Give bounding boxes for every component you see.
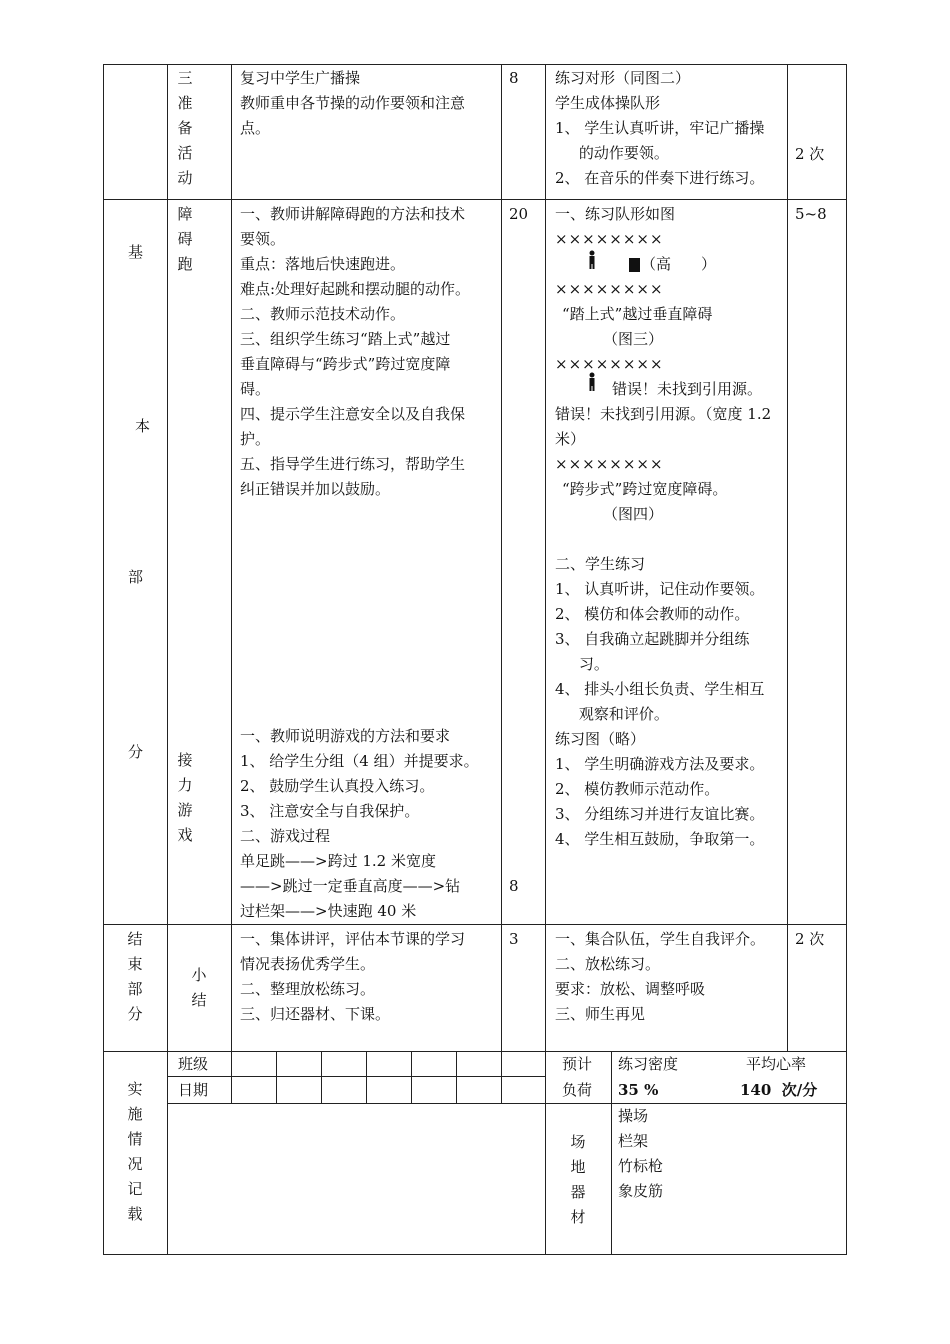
student-practice-line: 1、 学生明确游戏方法及要求。: [555, 755, 765, 773]
equipment-item: 栏架: [618, 1132, 649, 1150]
end-student-line: 二、放松练习。: [555, 955, 661, 973]
end-part-title: 结束部分: [127, 930, 143, 1023]
game-teacher-line: 2、 鼓励学生认真投入练习。: [240, 777, 435, 795]
rule: [231, 1051, 232, 1104]
student-practice-line: 观察和评价。: [555, 705, 669, 723]
person-icon: [587, 250, 597, 270]
main-teacher-line: 护。: [240, 430, 271, 448]
rule: [456, 1051, 457, 1104]
main-teacher-line: 垂直障碍与“跨步式”跨过宽度障: [240, 355, 451, 373]
figure-caption: “踏上式”越过垂直障碍: [562, 305, 713, 323]
student-practice-line: 习。: [555, 655, 609, 673]
student-practice-line: 二、学生练习: [555, 555, 646, 573]
end-teacher-line: 情况表扬优秀学生。: [240, 955, 376, 973]
prep-reps: 2 次: [795, 145, 825, 163]
game-teacher-line: 过栏架——>快速跑 40 米: [240, 902, 417, 920]
student-practice-line: 3、 自我确立起跳脚并分组练: [555, 630, 750, 648]
topic-relay-game: 接力游戏: [177, 751, 193, 844]
rule: [103, 64, 846, 65]
main-teacher-line: 重点：落地后快速跑进。: [240, 255, 406, 273]
main-time-game: 8: [509, 877, 519, 895]
figure-caption: “跨步式”跨过宽度障碍。: [562, 480, 728, 498]
hurdle-height-label: （高 ）: [641, 255, 717, 273]
rule: [103, 1051, 846, 1052]
game-teacher-line: 单足跳——>跨过 1.2 米宽度: [240, 852, 436, 870]
density-value: 35 %: [618, 1081, 659, 1099]
equipment-item: 竹标枪: [618, 1157, 664, 1175]
hurdle-block-icon: [629, 258, 640, 272]
end-time: 3: [509, 930, 519, 948]
main-teacher-line: 五、指导学生进行练习，帮助学生: [240, 455, 466, 473]
prep-section-title: 三准备活动: [177, 69, 193, 187]
prep-student-line: 学生成体操队形: [555, 94, 661, 112]
reference-error: 错误！未找到引用源。（宽度 1.2: [555, 405, 772, 423]
impl-title: 实施情况记载: [127, 1080, 143, 1223]
rule: [411, 1051, 412, 1104]
topic-hurdle-run: 障碍跑: [177, 205, 193, 273]
main-teacher-line: 难点:处理好起跳和摆动腿的动作。: [240, 280, 471, 298]
main-teacher-line: 一、教师讲解障碍跑的方法和技术: [240, 205, 466, 223]
rule: [167, 1103, 846, 1104]
prep-student-line: 1、 学生认真听讲，牢记广播操: [555, 119, 765, 137]
main-teacher-line: 要领。: [240, 230, 286, 248]
load-label: 预计: [562, 1055, 593, 1073]
main-part-char: 本: [135, 417, 151, 435]
student-practice-line: 练习图（略）: [555, 730, 646, 748]
game-teacher-line: ——>跳过一定垂直高度——>钻: [240, 877, 461, 895]
rule: [103, 924, 846, 925]
drill-formation-title: 一、练习队形如图: [555, 205, 676, 223]
formation-row: ××××××××: [555, 230, 664, 248]
student-practice-line: 2、 模仿和体会教师的动作。: [555, 605, 750, 623]
equipment-item: 象皮筋: [618, 1182, 664, 1200]
main-time-hurdle: 20: [509, 205, 529, 223]
equipment-item: 操场: [618, 1107, 649, 1125]
load-label: 负荷: [562, 1081, 593, 1099]
date-label: 日期: [178, 1081, 209, 1099]
rule: [545, 64, 546, 1255]
student-practice-line: 1、 认真听讲，记住动作要领。: [555, 580, 765, 598]
width-unit: 米）: [555, 430, 586, 448]
person-icon: [587, 372, 597, 392]
prep-student-line: 的动作要领。: [555, 144, 669, 162]
formation-row: ××××××××: [555, 455, 664, 473]
rule: [167, 64, 168, 1255]
end-teacher-line: 三、归还器材、下课。: [240, 1005, 391, 1023]
rule: [231, 64, 232, 1052]
end-student-line: 三、师生再见: [555, 1005, 646, 1023]
rule: [501, 64, 502, 1104]
student-practice-line: 3、 分组练习并进行友谊比赛。: [555, 805, 765, 823]
game-teacher-line: 1、 给学生分组（4 组）并提要求。: [240, 752, 479, 770]
prep-teacher-line: 点。: [240, 119, 271, 137]
prep-time: 8: [509, 69, 519, 87]
rule: [321, 1051, 322, 1104]
main-part-char: 部: [128, 568, 144, 586]
rule: [276, 1051, 277, 1104]
rule: [103, 64, 104, 1255]
main-part-char: 基: [128, 243, 144, 261]
rule: [366, 1051, 367, 1104]
prep-student-line: 练习对形（同图二）: [555, 69, 691, 87]
main-teacher-line: 二、教师示范技术动作。: [240, 305, 406, 323]
end-teacher-line: 一、集体讲评，评估本节课的学习: [240, 930, 466, 948]
formation-row: ××××××××: [555, 355, 664, 373]
end-student-line: 一、集合队伍，学生自我评介。: [555, 930, 766, 948]
student-practice-line: 4、 学生相互鼓励，争取第一。: [555, 830, 765, 848]
game-teacher-line: 二、游戏过程: [240, 827, 331, 845]
figure-number: （图三）: [603, 330, 664, 348]
main-teacher-line: 碍。: [240, 380, 271, 398]
rule: [611, 1051, 612, 1255]
student-practice-line: 2、 模仿教师示范动作。: [555, 780, 720, 798]
prep-teacher-line: 复习中学生广播操: [240, 69, 361, 87]
figure-number: （图四）: [603, 505, 664, 523]
heart-rate-label: 平均心率: [746, 1055, 807, 1073]
rule: [846, 64, 847, 1255]
end-reps: 2 次: [795, 930, 825, 948]
game-teacher-line: 3、 注意安全与自我保护。: [240, 802, 420, 820]
main-teacher-line: 四、提示学生注意安全以及自我保: [240, 405, 466, 423]
rule: [167, 1076, 545, 1077]
density-label: 练习密度: [618, 1055, 679, 1073]
prep-teacher-line: 教师重申各节操的动作要领和注意: [240, 94, 466, 112]
main-teacher-line: 纠正错误并加以鼓励。: [240, 480, 391, 498]
main-teacher-line: 三、组织学生练习“踏上式”越过: [240, 330, 451, 348]
main-part-char: 分: [128, 743, 144, 761]
end-topic: 小结: [191, 966, 207, 1009]
game-teacher-line: 一、教师说明游戏的方法和要求: [240, 727, 451, 745]
prep-student-line: 2、 在音乐的伴奏下进行练习。: [555, 169, 765, 187]
student-practice-line: 4、 排头小组长负责、学生相互: [555, 680, 765, 698]
main-reps: 5~8: [795, 205, 827, 223]
end-teacher-line: 二、整理放松练习。: [240, 980, 376, 998]
rule: [103, 1254, 846, 1255]
class-label: 班级: [178, 1055, 209, 1073]
rule: [103, 199, 846, 200]
venue-label: 场地器材: [570, 1133, 586, 1226]
reference-error: 错误！未找到引用源。: [612, 380, 763, 398]
heart-rate-value: 140 次/分: [740, 1081, 818, 1099]
end-student-line: 要求：放松、调整呼吸: [555, 980, 706, 998]
rule: [787, 64, 788, 1052]
formation-row: ××××××××: [555, 280, 664, 298]
